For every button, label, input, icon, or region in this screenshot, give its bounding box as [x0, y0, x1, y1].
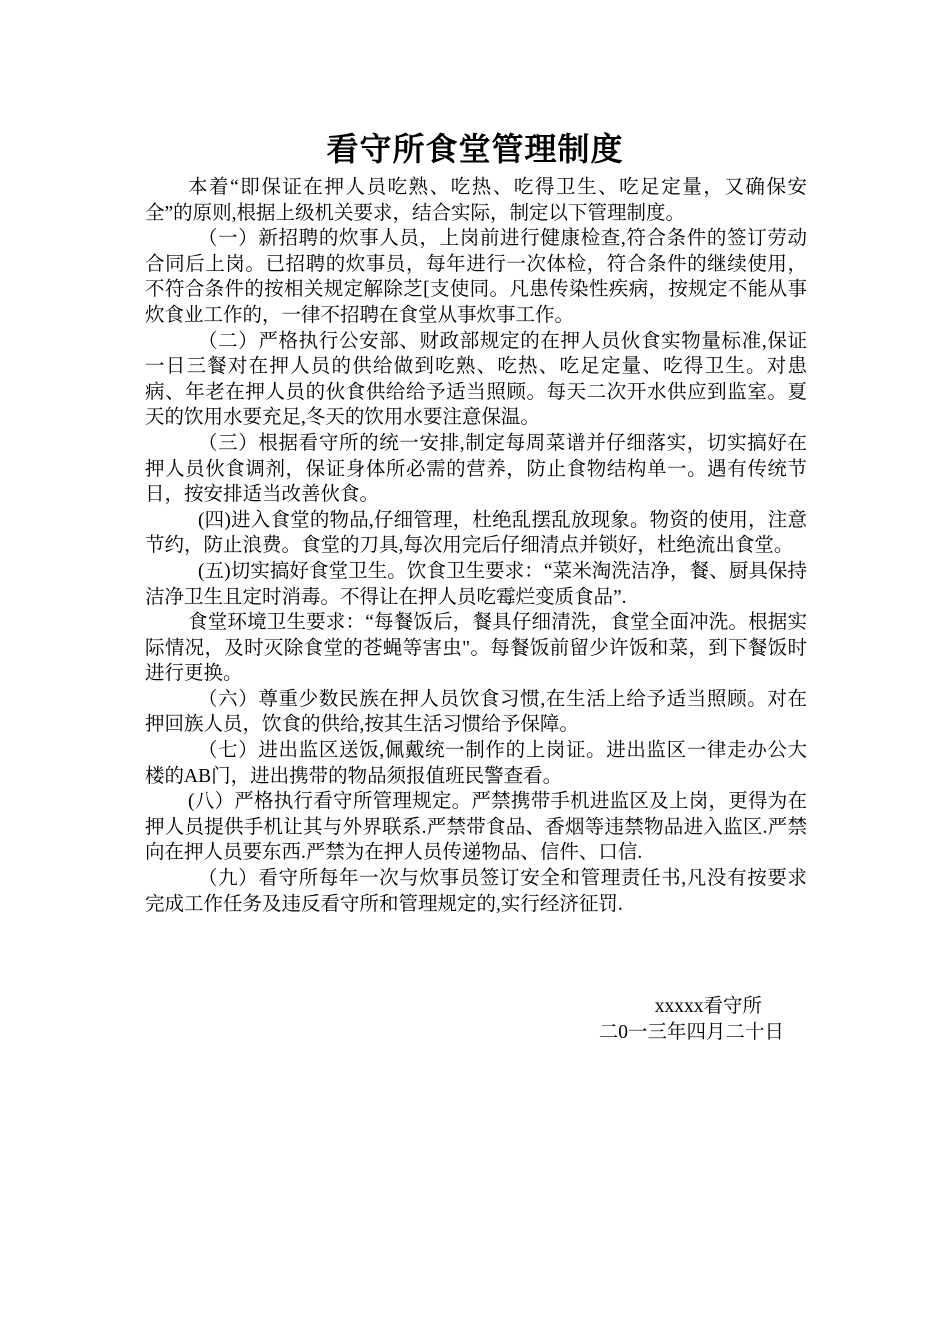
paragraph-item-8: (八）严格执行看守所管理规定。严禁携带手机进监区及上岗，更得为在押人员提供手机让其与外界联系.严禁带食品、香烟等违禁物品进入监区.严禁向在押人员要东西.严禁为在押人员传递物品、信件、口信.	[145, 791, 807, 864]
paragraph-item-7: （七）进出监区送饭,佩戴统一制作的上岗证。进出监区一律走办公大楼的AB门，进出携带的物品须报值班民警查看。	[145, 740, 807, 787]
paragraph-item-6: （六）尊重少数民族在押人员饮食习惯,在生活上给予适当照顾。对在押回族人员，饮食的供给,按其生活习惯给予保障。	[145, 688, 807, 736]
paragraph-item-4: (四)进入食堂的物品,仔细管理，杜绝乱摆乱放现象。物资的使用，注意节约，防止浪费。食堂的刀具,每次用完后仔细清点并锁好，杜绝流出食堂。	[145, 509, 807, 557]
signature-block	[599, 994, 784, 1045]
paragraph-item-2: （二）严格执行公安部、财政部规定的在押人员伙食实物量标准,保证一日三餐对在押人员的供给做到吃熟、吃热、吃足定量、吃得卫生。对患病、年老在押人员的伙食供给给予适当照顾。每天二次开水供应到监室。夏天的饮用水要充足,冬天的饮用水要注意保温。	[145, 330, 807, 429]
document-title: 看守所食堂管理制度	[326, 130, 624, 168]
paragraph-item-1: （一）新招聘的炊事人员，上岗前进行健康检查,符合条件的签订劳动合同后上岗。已招聘的炊事员，每年进行一次体检，符合条件的继续使用，不符合条件的按相关规定解除芝[支使同。凡患传染性疾病，按规定不能从事炊食业工作的，一律不招聘在食堂从事炊事工作。	[145, 228, 807, 326]
signature-organization: xxxxx看守所	[654, 996, 762, 1017]
signature-date: 二0一三年四月二十日	[598, 1021, 784, 1043]
paragraph-item-5: (五)切实搞好食堂卫生。饮食卫生要求：“菜米淘洗洁净，餐、厨具保持洁净卫生且定时消毒。不得让在押人员吃霉烂变质食品”.	[145, 560, 807, 608]
paragraph-item-9: （九）看守所每年一次与炊事员签订安全和管理责任书,凡没有按要求完成工作任务及违反看守所和管理规定的,实行经济征罚.	[145, 868, 807, 915]
paragraph-item-3: （三）根据看守所的统一安排,制定每周菜谱并仔细落实，切实搞好在押人员伙食调剂，保证身体所必需的营养，防止食物结构单一。遇有传统节日，按安排适当改善伙食。	[145, 432, 807, 506]
document-body	[145, 175, 807, 917]
paragraph-item-5-environment: 食堂环境卫生要求：“每餐饭后，餐具仔细清洗，食堂全面冲洗。根据实际情况，及时灭除食堂的苍蝇等害虫"。每餐饭前留少许饭和菜，到下餐饭时进行更换。	[145, 612, 807, 685]
paragraph-preamble: 本着“即保证在押人员吃熟、吃热、吃得卫生、吃足定量，又确保安全”的原则,根据上级机关要求，结合实际，制定以下管理制度。	[145, 177, 807, 224]
